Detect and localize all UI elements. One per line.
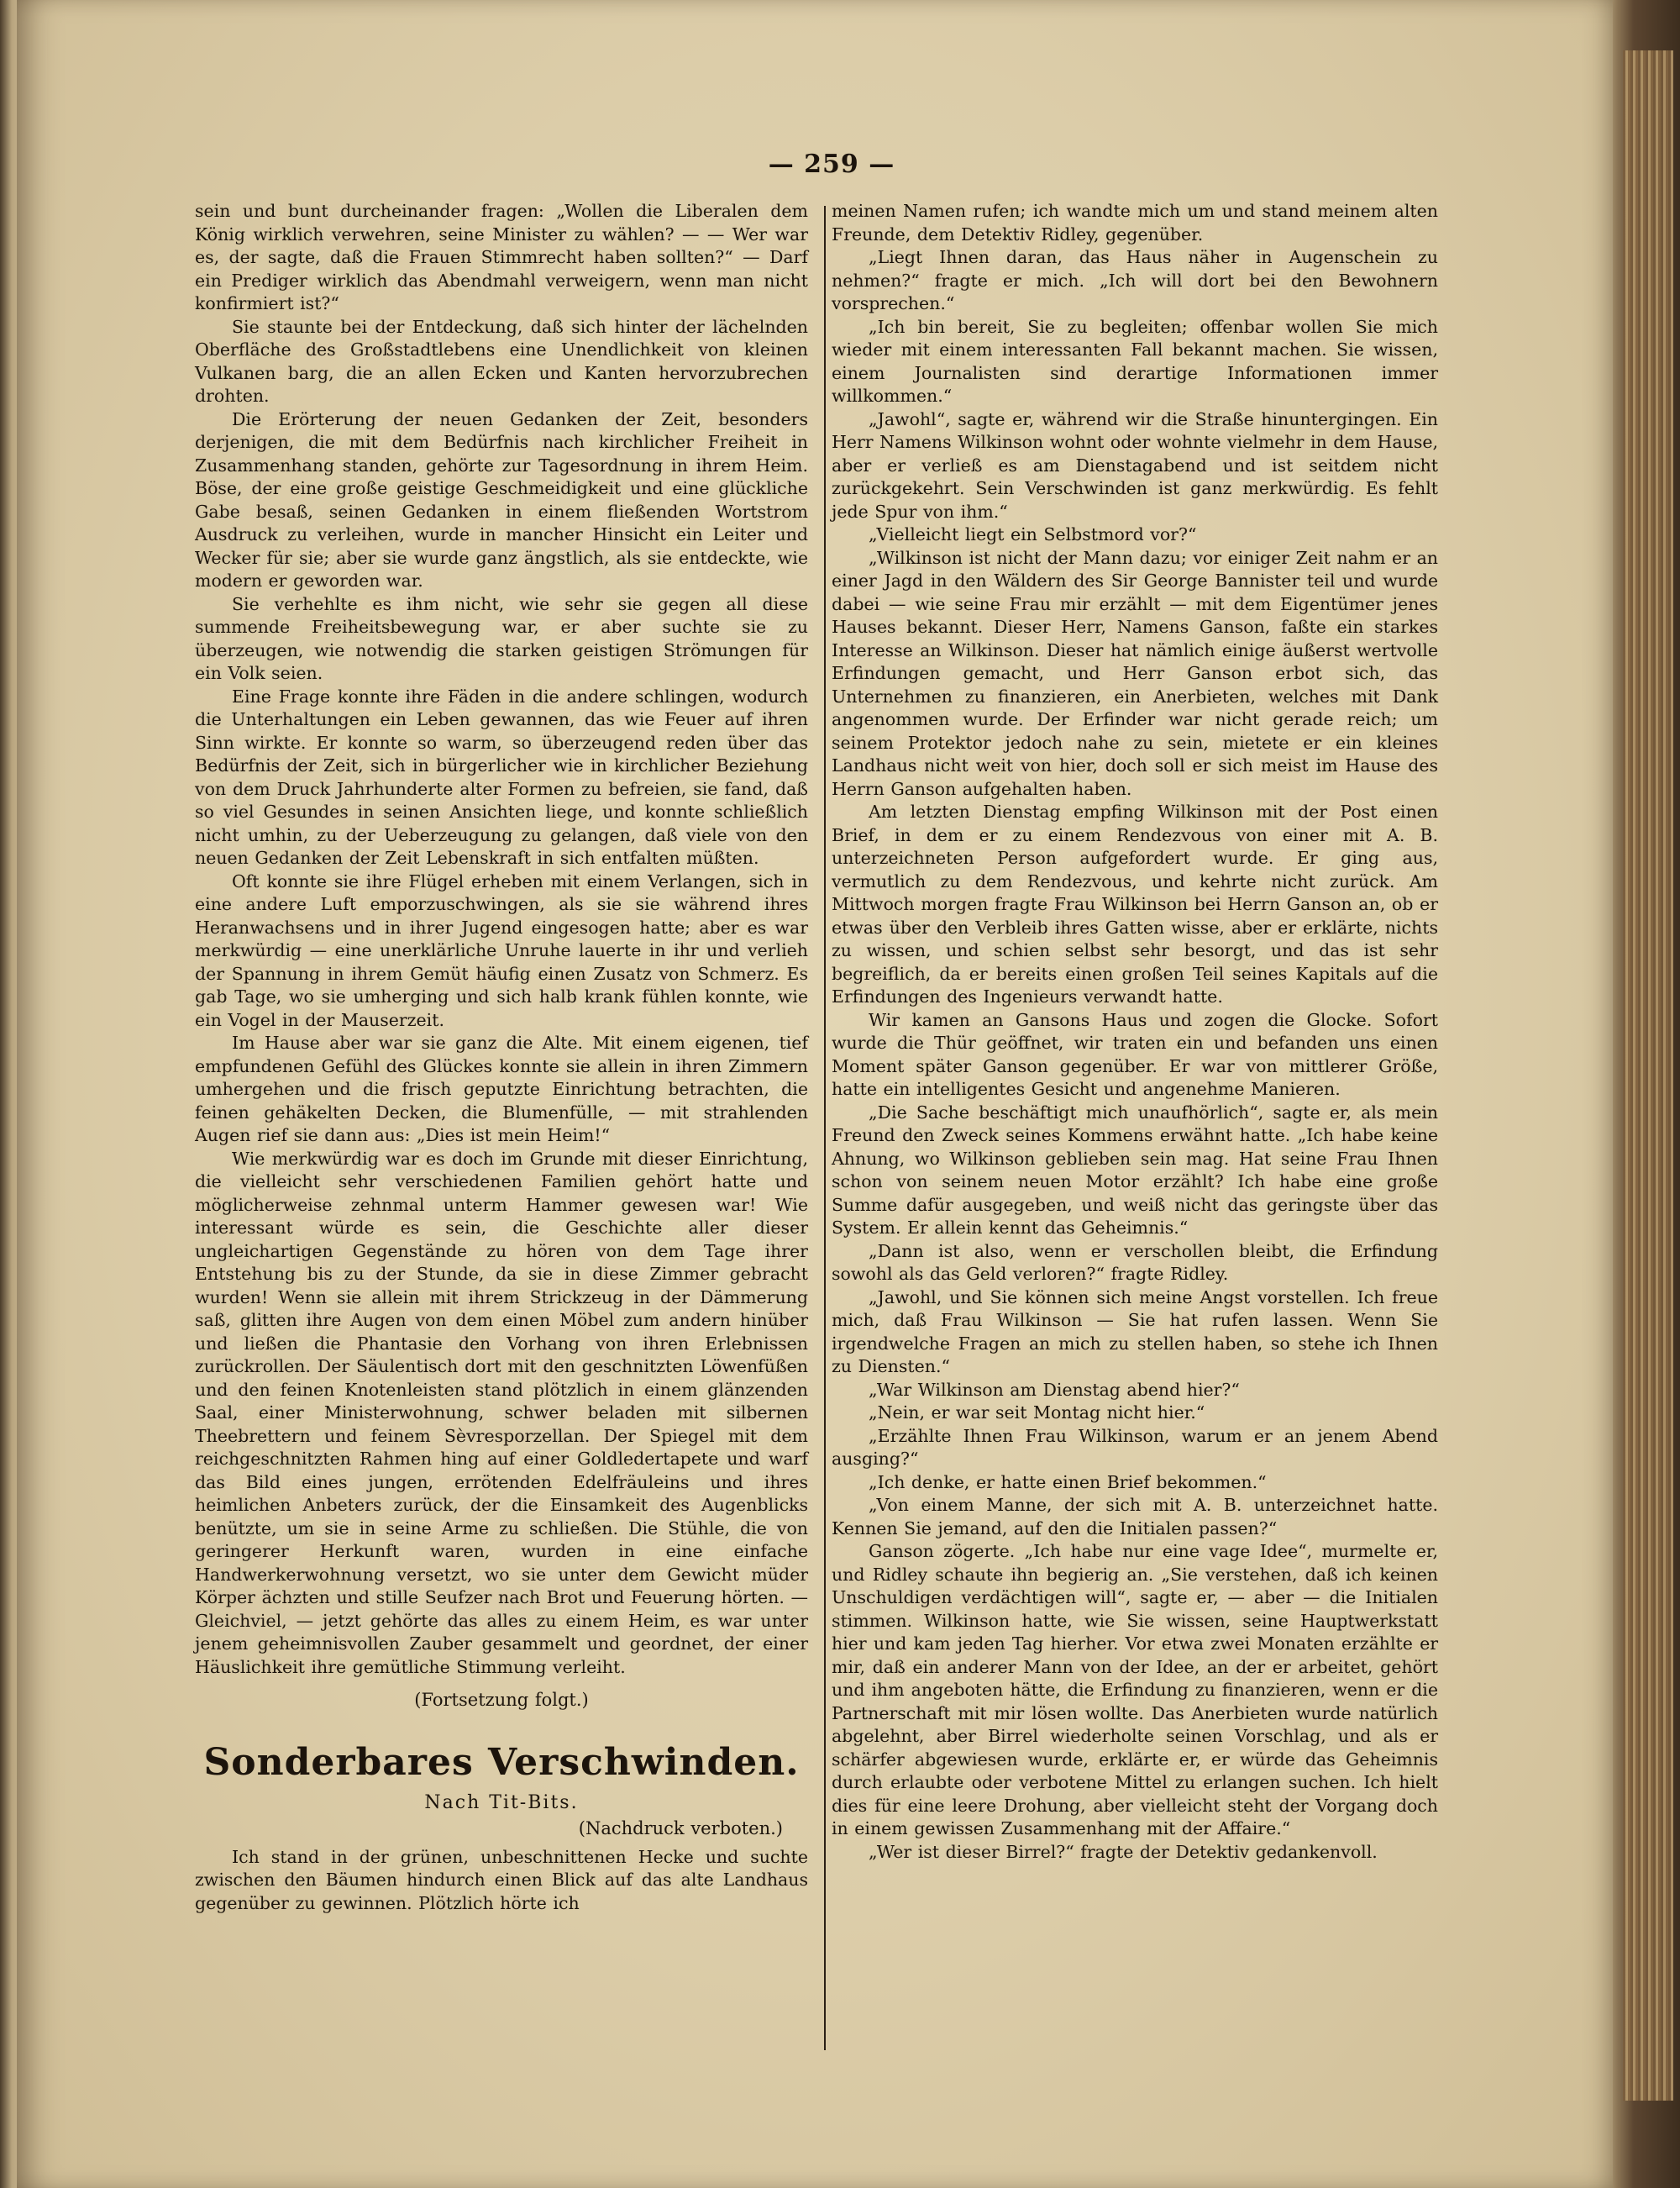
paragraph: meinen Namen rufen; ich wandte mich um und stand meinem alten Freunde, dem Detektiv Ridley, gegenüber. (832, 201, 1438, 245)
paragraph: „Von einem Manne, der sich mit A. B. unterzeichnet hatte. Kennen Sie jemand, auf den die Initialen passen?“ (832, 1495, 1438, 1538)
paragraph: Ganson zögerte. „Ich habe nur eine vage Idee“, murmelte er, und Ridley schaute ihn begierig an. „Sie verstehen, daß ich keinen Unschuldigen verdächtigen will“, sagte er, — aber — die Initialen stimmen. Wilkinson hatte, wie Sie wissen, seine Hauptwerkstatt hier und kam jeden Tag hierher. Vor etwa zwei Monaten erzählte er mir, daß ein anderer Mann von der Idee, an der er arbeitet, gehört und ihm angeboten hätte, die Erfindung zu finanzieren, wenn er die Partnerschaft mit mir lösen wollte. Das Anerbieten wurde natürlich abgelehnt, aber Birrel wiederholte seinen Vorschlag, und als er schärfer abgewiesen wurde, erklärte er, er würde das Geheimnis durch erlaubte oder verbotene Mittel zu erlangen suchen. Ich hielt dies für eine leere Drohung, aber vielleicht steht der Vorgang doch in einem gewissen Zusammenhang mit der Affaire.“ (832, 1541, 1438, 1838)
article-title: Sonderbares Verschwinden. (203, 1740, 800, 1784)
paragraph: Oft konnte sie ihre Flügel erheben mit einem Verlangen, sich in eine andere Luft emporzuschwingen, als sie sie während ihres Heranwachsens und in ihrer Jugend eingesogen hatte; aber es war merkwürdig — eine unerklärliche Unruhe lauerte in ihr und verlieh der Spannung in ihrem Gemüt häufig einen Zusatz von Schmerz. Es gab Tage, wo sie umherging und sich halb krank fühlen konnte, wie ein Vogel in der Mauserzeit. (195, 870, 808, 1030)
paragraph: Wie merkwürdig war es doch im Grunde mit dieser Einrichtung, die vielleicht sehr verschiedenen Familien gehört hatte und möglicherweise zehnmal unterm Hammer gewesen war! Wie interessant würde es sein, die Geschichte aller dieser ungleichartigen Gegenstände zu hören von dem Tage ihrer Entstehung bis zu der Stunde, da sie in diese Zimmer gebracht wurden! Wenn sie allein mit ihrem Strickzeug in der Dämmerung saß, glitten ihre Augen von dem einen Möbel zum andern hinüber und ließen die Phantasie den Vorhang von ihren Erlebnissen zurückrollen. Der Säulentisch dort mit den geschnitzten Löwenfüßen und den feinen Knotenleisten stand plötzlich in einem glänzenden Saal, einer Ministerwohnung, schwer beladen mit silbernen Theebrettern und feinem Sèvresporzellan. Der Spiegel mit dem reichgeschnitzten Rahmen hing auf einer Goldledertapete und warf das Bild eines jungen, errötenden Edelfräuleins und ihres heimlichen Anbeters zurück, der die Einsamkeit des Augenblicks benützte, um sie in seine Arme zu schließen. Die Stühle, die von geringerer Herkunft waren, wurden in eine einfache Handwerkerwohnung versetzt, wo sie unter dem Gewicht müder Körper ächzten und stille Seufzer nach Brot und Feuerung hörten. — Gleichviel, — jetzt gehörte das alles zu einem Heim, es war unter jenem geheimnisvollen Zauber gesammelt und geordnet, der einer Häuslichkeit ihre gemütliche Stimmung verleiht. (195, 1148, 808, 1677)
article-paragraphs (195, 1846, 808, 1916)
paragraph: „Wer ist dieser Birrel?“ fragte der Detektiv gedankenvoll. (869, 1841, 1378, 1862)
paragraph: „Vielleicht liegt ein Selbstmord vor?“ (869, 524, 1197, 544)
paragraph: „Ich denke, er hatte einen Brief bekommen.“ (869, 1471, 1267, 1492)
paragraph: „War Wilkinson am Dienstag abend hier?“ (869, 1379, 1240, 1400)
paragraph: „Erzählte Ihnen Frau Wilkinson, warum er an jenem Abend ausging?“ (832, 1425, 1438, 1469)
paragraph: „Liegt Ihnen daran, das Haus näher in Augenschein zu nehmen?“ fragte er mich. „Ich will dort bei den Bewohnern vorsprechen.“ (832, 247, 1438, 313)
paragraph: „Wilkinson ist nicht der Mann dazu; vor einiger Zeit nahm er an einer Jagd in den Wäldern des Sir George Bannister teil und wurde dabei — wie seine Frau mir erzählt — mit dem Eigentümer jenes Hauses bekannt. Dieser Herr, Namens Ganson, faßte ein starkes Interesse an Wilkinson. Dieser hat nämlich einige äußerst wertvolle Erfindungen gemacht, und Herr Ganson erbot sich, das Unternehmen zu finanzieren, ein Anerbieten, welches mit Dank angenommen wurde. Der Erfinder war nicht gerade reich; um seinem Protektor jedoch nahe zu sein, mietete er ein kleines Landhaus nicht weit von hier, doch soll er sich meist im Hause des Herrn Ganson aufgehalten haben. (832, 547, 1438, 799)
paragraph: Wir kamen an Gansons Haus und zogen die Glocke. Sofort wurde die Thür geöffnet, wir traten ein und befanden uns einen Moment später Ganson gegenüber. Er war von mittlerer Größe, hatte ein intelligentes Gesicht und angenehme Manieren. (832, 1009, 1438, 1099)
page-edges (1623, 50, 1673, 2101)
reprint-note: (Nachdruck verboten.) (578, 1818, 783, 1838)
paragraph: „Jawohl“, sagte er, während wir die Straße hinuntergingen. Ein Herr Namens Wilkinson wohnt oder wohnte vielmehr in dem Hause, aber er verließ es am Dienstagabend und ist seitdem nicht zurückgekehrt. Sein Verschwinden ist ganz merkwürdig. Es fehlt jede Spur von ihm.“ (832, 408, 1438, 522)
paragraph: Eine Frage konnte ihre Fäden in die andere schlingen, wodurch die Unterhaltungen ein Leben gewannen, das wie Feuer auf ihren Sinn wirkte. Er konnte so warm, so überzeugend reden über das Bedürfnis der Zeit, sich in bürgerlicher wie in kirchlicher Beziehung von dem Druck Jahrhunderte alter Formen zu befreien, sie fand, daß so viel Gesundes in seinen Ansichten liege, und konnte schließlich nicht umhin, zu der Ueberzeugung zu gelangen, daß viele von den neuen Gedanken der Zeit Lebenskraft in sich entfalten müßten. (195, 686, 808, 868)
paragraph: Die Erörterung der neuen Gedanken der Zeit, besonders derjenigen, die mit dem Bedürfnis nach kirchlicher Freiheit in Zusammenhang standen, gehörte zur Tagesordnung in ihrem Heim. Böse, der eine große geistige Geschmeidigkeit und eine glückliche Gabe besaß, seinen Gedanken in einem fließenden Wortstrom Ausdruck zu verleihen, wurde in mancher Hinsicht ein Leiter und Wecker für sie; aber sie wurde ganz ängstlich, als sie entdeckte, wie modern er geworden war. (195, 408, 808, 591)
left-paragraphs (195, 200, 808, 1679)
paragraph: Sie verhehlte es ihm nicht, wie sehr sie gegen all diese summende Freiheitsbewegung war, er aber suchte sie zu überzeugen, wie notwendig die starken geistigen Strömungen für ein Volk seien. (195, 593, 808, 683)
paragraph: Am letzten Dienstag empfing Wilkinson mit der Post einen Brief, in dem er zu einem Rendezvous von einer mit A. B. unterzeichneten Person aufgefordert wurde. Er ging aus, vermutlich zu dem Rendezvous, und kehrte nicht zurück. Am Mittwoch morgen fragte Frau Wilkinson bei Herrn Ganson an, ob er etwas über den Verbleib ihres Gatten wisse, aber er erklärte, nichts zu wissen, und schien selbst sehr besorgt, und das ist sehr begreiflich, da er bereits einen großen Teil seines Kapitals auf die Erfindungen des Ingenieurs verwandt hatte. (832, 802, 1438, 1007)
article-source: Nach Tit-Bits. (424, 1791, 579, 1813)
continued-note: (Fortsetzung folgt.) (414, 1690, 589, 1710)
paragraph: „Jawohl, und Sie können sich meine Angst vorstellen. Ich freue mich, daß Frau Wilkinson — Sie hat rufen lassen. Wenn Sie irgendwelche Fragen an mich zu stellen haben, so stehe ich Ihnen zu Diensten.“ (832, 1286, 1438, 1376)
paragraph: „Nein, er war seit Montag nicht hier.“ (869, 1402, 1205, 1423)
column-rule (824, 206, 826, 2050)
paragraph: „Ich bin bereit, Sie zu begleiten; offenbar wollen Sie mich wieder mit einem interessanten Fall bekannt machen. Sie wissen, einem Journalisten sind derartige Informationen immer willkommen.“ (832, 316, 1438, 406)
left-column (195, 200, 808, 1915)
paragraph: Ich stand in der grünen, unbeschnittenen Hecke und suchte zwischen den Bäumen hindurch einen Blick auf das alte Landhaus gegenüber zu gewinnen. Plötzlich hörte ich (195, 1846, 808, 1913)
right-column (832, 200, 1438, 1864)
right-paragraphs (832, 200, 1438, 1864)
paragraph: Sie staunte bei der Entdeckung, daß sich hinter der lächelnden Oberfläche des Großstadtlebens eine Unendlichkeit von kleinen Vulkanen barg, die an allen Ecken und Kanten hervorzubrechen drohten. (195, 316, 808, 406)
paragraph: „Die Sache beschäftigt mich unaufhörlich“, sagte er, als mein Freund den Zweck seines Kommens erwähnt hatte. „Ich habe keine Ahnung, wo Wilkinson geblieben sein mag. Hat seine Frau Ihnen schon von seinem neuen Motor erzählt? Ich habe eine große Summe dafür ausgegeben, und weiß nicht das geringste über das System. Er allein kennt das Geheimnis.“ (832, 1102, 1438, 1238)
paragraph: Im Hause aber war sie ganz die Alte. Mit einem eigenen, tief empfundenen Gefühl des Glückes konnte sie allein in ihren Zimmern umhergehen und die frisch geputzte Einrichtung betrachten, die feinen gehäkelten Decken, die Blumenfülle, — mit strahlenden Augen rief sie dann aus: „Dies ist mein Heim!“ (195, 1033, 808, 1145)
page-number: — 259 — (768, 150, 895, 179)
paragraph: sein und bunt durcheinander fragen: „Wollen die Liberalen dem König wirklich verwehren, seine Minister zu wählen? — — Wer war es, der sagte, daß die Frauen Stimmrecht haben sollten?“ — Darf ein Prediger wirklich das Abendmahl verweigern, wenn man nicht konfirmiert ist?“ (195, 201, 808, 313)
paragraph: „Dann ist also, wenn er verschollen bleibt, die Erfindung sowohl als das Geld verloren?“ fragte Ridley. (832, 1240, 1438, 1284)
